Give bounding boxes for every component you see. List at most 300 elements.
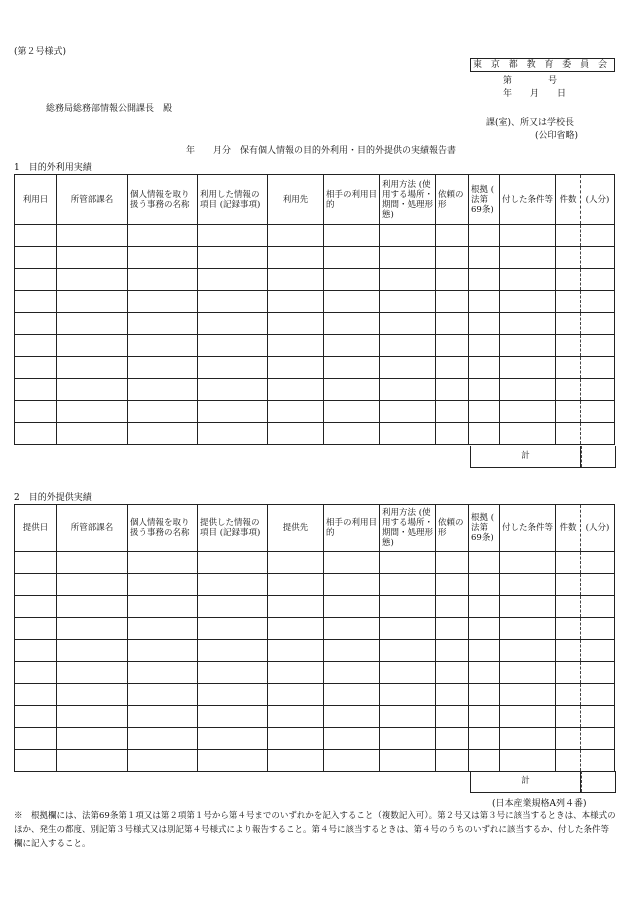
table-cell[interactable]	[380, 596, 436, 618]
table-cell[interactable]	[15, 706, 57, 728]
table-cell[interactable]	[128, 728, 198, 750]
table-cell[interactable]	[268, 662, 324, 684]
table-cell[interactable]	[469, 291, 500, 313]
table-cell[interactable]	[198, 247, 268, 269]
table-cell[interactable]	[15, 247, 57, 269]
table-cell[interactable]	[268, 706, 324, 728]
table-cell[interactable]	[436, 423, 469, 445]
table-cell[interactable]	[15, 728, 57, 750]
table-cell[interactable]	[57, 618, 128, 640]
table-cell[interactable]	[198, 618, 268, 640]
table-cell[interactable]	[128, 684, 198, 706]
table-cell[interactable]	[198, 706, 268, 728]
table-cell[interactable]	[268, 291, 324, 313]
table-row	[15, 247, 615, 269]
table-cell[interactable]	[324, 618, 380, 640]
table-cell[interactable]	[57, 401, 128, 423]
table-row	[15, 684, 615, 706]
table-cell[interactable]	[380, 423, 436, 445]
col-legal-basis: 根拠 ( 法第69条)	[469, 175, 500, 225]
table-cell[interactable]	[128, 574, 198, 596]
table-cell[interactable]	[436, 618, 469, 640]
provision-table	[14, 504, 615, 772]
table-cell[interactable]	[128, 357, 198, 379]
table-cell[interactable]	[198, 750, 268, 772]
table-cell[interactable]	[500, 291, 556, 313]
table-cell[interactable]	[128, 247, 198, 269]
table-row	[15, 357, 615, 379]
table-cell[interactable]	[556, 684, 581, 706]
table-cell[interactable]	[57, 313, 128, 335]
table-row	[15, 552, 615, 574]
table-cell[interactable]	[57, 379, 128, 401]
table-cell[interactable]	[581, 357, 615, 379]
table-cell[interactable]	[128, 291, 198, 313]
table-cell[interactable]	[556, 291, 581, 313]
table-cell[interactable]	[500, 684, 556, 706]
table-cell[interactable]	[57, 291, 128, 313]
table-row	[15, 706, 615, 728]
table-cell[interactable]	[380, 552, 436, 574]
table-cell[interactable]	[436, 596, 469, 618]
table-cell[interactable]	[324, 313, 380, 335]
form-number: (第２号様式)	[14, 47, 67, 57]
table-cell[interactable]	[268, 640, 324, 662]
table-cell[interactable]	[15, 269, 57, 291]
table-cell[interactable]	[324, 706, 380, 728]
table-cell[interactable]	[469, 574, 500, 596]
table-cell[interactable]	[500, 401, 556, 423]
table-cell[interactable]	[581, 706, 615, 728]
provision-total-box	[470, 771, 616, 793]
table-cell[interactable]	[436, 401, 469, 423]
table-cell[interactable]	[556, 706, 581, 728]
table-cell[interactable]	[268, 423, 324, 445]
table-cell[interactable]	[469, 313, 500, 335]
table-cell[interactable]	[556, 247, 581, 269]
table-cell[interactable]	[128, 596, 198, 618]
table-cell[interactable]	[581, 247, 615, 269]
table-cell[interactable]	[268, 247, 324, 269]
col-purpose: 相手の利用目的	[324, 175, 380, 225]
table-cell[interactable]	[198, 552, 268, 574]
col-destination: 提供先	[268, 505, 324, 552]
table-cell[interactable]	[556, 225, 581, 247]
table-cell[interactable]	[469, 357, 500, 379]
table-cell[interactable]	[581, 291, 615, 313]
paper-size: (日本産業規格A列４番)	[492, 799, 587, 809]
table-cell[interactable]	[500, 596, 556, 618]
table-cell[interactable]	[15, 225, 57, 247]
table-cell[interactable]	[128, 662, 198, 684]
table-cell[interactable]	[380, 291, 436, 313]
table-cell[interactable]	[15, 662, 57, 684]
table-cell[interactable]	[380, 640, 436, 662]
table-cell[interactable]	[500, 335, 556, 357]
table-cell[interactable]	[556, 596, 581, 618]
usage-total-label: 計	[471, 446, 581, 467]
table-cell[interactable]	[57, 728, 128, 750]
table-cell[interactable]	[128, 706, 198, 728]
table-cell[interactable]	[268, 618, 324, 640]
table-cell[interactable]	[128, 552, 198, 574]
table-row	[15, 423, 615, 445]
table-cell[interactable]	[436, 706, 469, 728]
table-cell[interactable]	[556, 728, 581, 750]
table-cell[interactable]	[436, 379, 469, 401]
table-cell[interactable]	[15, 291, 57, 313]
table-cell[interactable]	[380, 357, 436, 379]
table-cell[interactable]	[581, 618, 615, 640]
table-cell[interactable]	[581, 379, 615, 401]
table-cell[interactable]	[556, 662, 581, 684]
table-cell[interactable]	[15, 401, 57, 423]
table-cell[interactable]	[469, 640, 500, 662]
usage-table	[14, 174, 615, 445]
table-cell[interactable]	[500, 225, 556, 247]
col-task-name: 個人情報を取り扱う事務の名称	[128, 175, 198, 225]
table-cell[interactable]	[581, 423, 615, 445]
col-request-form: 依頼の形	[436, 175, 469, 225]
table-cell[interactable]	[57, 662, 128, 684]
table-cell[interactable]	[268, 335, 324, 357]
table-cell[interactable]	[268, 357, 324, 379]
table-cell[interactable]	[128, 640, 198, 662]
table-cell[interactable]	[500, 379, 556, 401]
table-row	[15, 750, 615, 772]
col-conditions: 付した条件等	[500, 505, 556, 552]
table-cell[interactable]	[556, 640, 581, 662]
table-cell[interactable]	[57, 640, 128, 662]
table-cell[interactable]	[380, 574, 436, 596]
table-cell[interactable]	[128, 379, 198, 401]
table-cell[interactable]	[57, 684, 128, 706]
table-row	[15, 291, 615, 313]
table-cell[interactable]	[556, 357, 581, 379]
table-cell[interactable]	[57, 574, 128, 596]
table-cell[interactable]	[581, 225, 615, 247]
table-cell[interactable]	[500, 313, 556, 335]
table-cell[interactable]	[436, 574, 469, 596]
table-cell[interactable]	[324, 401, 380, 423]
table-cell[interactable]	[581, 552, 615, 574]
section2-title: 2 目的外提供実績	[14, 493, 92, 503]
issuer-box: 東 京 都 教 育 委 員 会	[470, 58, 615, 72]
table-cell[interactable]	[268, 574, 324, 596]
table-cell[interactable]	[581, 640, 615, 662]
table-cell[interactable]	[198, 596, 268, 618]
table-cell[interactable]	[581, 728, 615, 750]
table-cell[interactable]	[268, 225, 324, 247]
table-cell[interactable]	[15, 552, 57, 574]
col-request-form: 依頼の形	[436, 505, 469, 552]
table-cell[interactable]	[436, 313, 469, 335]
table-cell[interactable]	[57, 750, 128, 772]
provision-total-label: 計	[471, 771, 581, 792]
table-cell[interactable]	[324, 662, 380, 684]
table-cell[interactable]	[15, 423, 57, 445]
table-cell[interactable]	[469, 247, 500, 269]
table-cell[interactable]	[500, 706, 556, 728]
table-cell[interactable]	[198, 640, 268, 662]
table-cell[interactable]	[469, 552, 500, 574]
table-cell[interactable]	[380, 225, 436, 247]
table-cell[interactable]	[500, 662, 556, 684]
table-row	[15, 335, 615, 357]
table-cell[interactable]	[324, 640, 380, 662]
table-cell[interactable]	[500, 357, 556, 379]
col-info-items: 提供した情報の項目 (記録事項)	[198, 505, 268, 552]
table-cell[interactable]	[469, 379, 500, 401]
table-row	[15, 618, 615, 640]
table-cell[interactable]	[57, 552, 128, 574]
table-cell[interactable]	[128, 618, 198, 640]
table-cell[interactable]	[324, 357, 380, 379]
table-cell[interactable]	[500, 618, 556, 640]
table-cell[interactable]	[324, 596, 380, 618]
table-cell[interactable]	[57, 357, 128, 379]
table-cell[interactable]	[324, 379, 380, 401]
table-cell[interactable]	[128, 423, 198, 445]
table-cell[interactable]	[469, 618, 500, 640]
table-row	[15, 379, 615, 401]
table-cell[interactable]	[324, 552, 380, 574]
table-row	[15, 640, 615, 662]
table-cell[interactable]	[500, 640, 556, 662]
table-cell[interactable]	[436, 750, 469, 772]
table-cell[interactable]	[380, 706, 436, 728]
table-cell[interactable]	[469, 423, 500, 445]
table-cell[interactable]	[198, 357, 268, 379]
col-persons: (人分)	[581, 505, 615, 552]
table-cell[interactable]	[15, 335, 57, 357]
table-cell[interactable]	[469, 269, 500, 291]
table-cell[interactable]	[15, 596, 57, 618]
table-cell[interactable]	[581, 750, 615, 772]
table-cell[interactable]	[198, 728, 268, 750]
table-cell[interactable]	[469, 401, 500, 423]
table-cell[interactable]	[57, 596, 128, 618]
table-cell[interactable]	[556, 401, 581, 423]
table-cell[interactable]	[436, 357, 469, 379]
table-cell[interactable]	[469, 596, 500, 618]
table-cell[interactable]	[556, 335, 581, 357]
table-cell[interactable]	[469, 225, 500, 247]
table-cell[interactable]	[469, 684, 500, 706]
table-cell[interactable]	[198, 684, 268, 706]
table-cell[interactable]	[268, 401, 324, 423]
table-cell[interactable]	[581, 335, 615, 357]
table-cell[interactable]	[128, 269, 198, 291]
table-cell[interactable]	[436, 640, 469, 662]
table-cell[interactable]	[469, 728, 500, 750]
table-cell[interactable]	[436, 291, 469, 313]
table-cell[interactable]	[57, 423, 128, 445]
table-cell[interactable]	[436, 335, 469, 357]
table-cell[interactable]	[268, 684, 324, 706]
table-cell[interactable]	[324, 750, 380, 772]
table-row	[15, 401, 615, 423]
table-cell[interactable]	[324, 225, 380, 247]
table-cell[interactable]	[198, 379, 268, 401]
col-department: 所管部課名	[57, 505, 128, 552]
table-cell[interactable]	[324, 269, 380, 291]
table-cell[interactable]	[581, 401, 615, 423]
table-cell[interactable]	[581, 596, 615, 618]
table-cell[interactable]	[57, 706, 128, 728]
col-method: 利用方法 (使用する場所・期間・処理形態)	[380, 175, 436, 225]
table-cell[interactable]	[500, 574, 556, 596]
table-cell[interactable]	[380, 684, 436, 706]
table-cell[interactable]	[436, 247, 469, 269]
table-cell[interactable]	[128, 335, 198, 357]
col-persons: (人分)	[581, 175, 615, 225]
addressee: 総務局総務部情報公開課長 殿	[46, 104, 173, 114]
table-cell[interactable]	[500, 728, 556, 750]
table-cell[interactable]	[581, 313, 615, 335]
table-cell[interactable]	[469, 706, 500, 728]
table-cell[interactable]	[380, 662, 436, 684]
table-cell[interactable]	[500, 269, 556, 291]
table-cell[interactable]	[581, 269, 615, 291]
table-cell[interactable]	[15, 313, 57, 335]
table-cell[interactable]	[324, 728, 380, 750]
table-cell[interactable]	[268, 379, 324, 401]
table-cell[interactable]	[268, 552, 324, 574]
table-cell[interactable]	[556, 379, 581, 401]
table-row	[15, 662, 615, 684]
table-cell[interactable]	[581, 662, 615, 684]
table-cell[interactable]	[469, 750, 500, 772]
table-cell[interactable]	[556, 313, 581, 335]
table-cell[interactable]	[128, 313, 198, 335]
table-cell[interactable]	[15, 684, 57, 706]
table-cell[interactable]	[268, 728, 324, 750]
table-cell[interactable]	[15, 379, 57, 401]
table-cell[interactable]	[581, 684, 615, 706]
table-cell[interactable]	[500, 247, 556, 269]
usage-total-divider	[581, 446, 582, 467]
col-department: 所管部課名	[57, 175, 128, 225]
table-cell[interactable]	[268, 750, 324, 772]
table-cell[interactable]	[324, 574, 380, 596]
table-cell[interactable]	[198, 335, 268, 357]
col-method: 利用方法 (使用する場所・期間・処理形態)	[380, 505, 436, 552]
table-cell[interactable]	[128, 750, 198, 772]
table-cell[interactable]	[500, 423, 556, 445]
sender: 課(室)、所又は学校長	[486, 118, 575, 128]
table-cell[interactable]	[556, 552, 581, 574]
table-cell[interactable]	[436, 552, 469, 574]
table-cell[interactable]	[57, 335, 128, 357]
table-cell[interactable]	[128, 401, 198, 423]
table-cell[interactable]	[436, 728, 469, 750]
table-cell[interactable]	[556, 750, 581, 772]
table-cell[interactable]	[268, 313, 324, 335]
table-cell[interactable]	[324, 247, 380, 269]
table-cell[interactable]	[556, 423, 581, 445]
section1-title: 1 目的外利用実績	[14, 163, 92, 173]
table-cell[interactable]	[268, 596, 324, 618]
table-cell[interactable]	[581, 574, 615, 596]
table-cell[interactable]	[198, 269, 268, 291]
table-cell[interactable]	[15, 618, 57, 640]
col-count: 件数	[556, 175, 581, 225]
document-date: 年 月 日	[503, 89, 567, 99]
table-cell[interactable]	[436, 684, 469, 706]
table-cell[interactable]	[380, 728, 436, 750]
table-cell[interactable]	[436, 269, 469, 291]
table-cell[interactable]	[436, 662, 469, 684]
table-cell[interactable]	[324, 291, 380, 313]
table-row	[15, 596, 615, 618]
table-cell[interactable]	[380, 401, 436, 423]
table-cell[interactable]	[324, 423, 380, 445]
col-date: 利用日	[15, 175, 57, 225]
table-cell[interactable]	[556, 574, 581, 596]
table-cell[interactable]	[198, 662, 268, 684]
table-cell[interactable]	[15, 640, 57, 662]
table-cell[interactable]	[57, 225, 128, 247]
table-cell[interactable]	[198, 313, 268, 335]
col-count: 件数	[556, 505, 581, 552]
table-cell[interactable]	[380, 750, 436, 772]
table-cell[interactable]	[500, 552, 556, 574]
table-cell[interactable]	[15, 574, 57, 596]
table-cell[interactable]	[198, 225, 268, 247]
table-cell[interactable]	[15, 357, 57, 379]
table-cell[interactable]	[380, 618, 436, 640]
table-cell[interactable]	[198, 574, 268, 596]
table-cell[interactable]	[380, 379, 436, 401]
table-cell[interactable]	[268, 269, 324, 291]
table-cell[interactable]	[380, 269, 436, 291]
table-cell[interactable]	[57, 247, 128, 269]
seal-omitted: (公印省略)	[535, 131, 579, 141]
table-cell[interactable]	[556, 618, 581, 640]
table-row	[15, 269, 615, 291]
col-conditions: 付した条件等	[500, 175, 556, 225]
table-cell[interactable]	[15, 750, 57, 772]
table-row	[15, 574, 615, 596]
document-number: 第 号	[503, 76, 558, 86]
table-cell[interactable]	[469, 335, 500, 357]
table-cell[interactable]	[198, 291, 268, 313]
col-destination: 利用先	[268, 175, 324, 225]
table-cell[interactable]	[324, 335, 380, 357]
table-cell[interactable]	[198, 423, 268, 445]
table-cell[interactable]	[380, 247, 436, 269]
footnote: ※ 根拠欄には、法第69条第１項又は第２項第１号から第４号までのいずれかを記入すること（複数記入可）。第２号又は第３号に該当するときは、本様式のほか、発生の都度、別記第３号様式又は別記第４号様式により報告すること。第４号に該当するときは、第４号のうちのいずれに該当するか、付した条件等欄に記入すること。	[14, 811, 616, 849]
table-cell[interactable]	[57, 269, 128, 291]
table-row	[15, 313, 615, 335]
col-date: 提供日	[15, 505, 57, 552]
usage-total-box	[470, 446, 616, 468]
table-cell[interactable]	[380, 335, 436, 357]
table-cell[interactable]	[469, 662, 500, 684]
table-cell[interactable]	[198, 401, 268, 423]
table-cell[interactable]	[380, 313, 436, 335]
table-cell[interactable]	[128, 225, 198, 247]
table-cell[interactable]	[324, 684, 380, 706]
col-purpose: 相手の利用目的	[324, 505, 380, 552]
provision-total-divider	[581, 771, 582, 792]
col-task-name: 個人情報を取り扱う事務の名称	[128, 505, 198, 552]
table-cell[interactable]	[556, 269, 581, 291]
table-cell[interactable]	[500, 750, 556, 772]
table-cell[interactable]	[436, 225, 469, 247]
col-info-items: 利用した情報の項目 (記録事項)	[198, 175, 268, 225]
